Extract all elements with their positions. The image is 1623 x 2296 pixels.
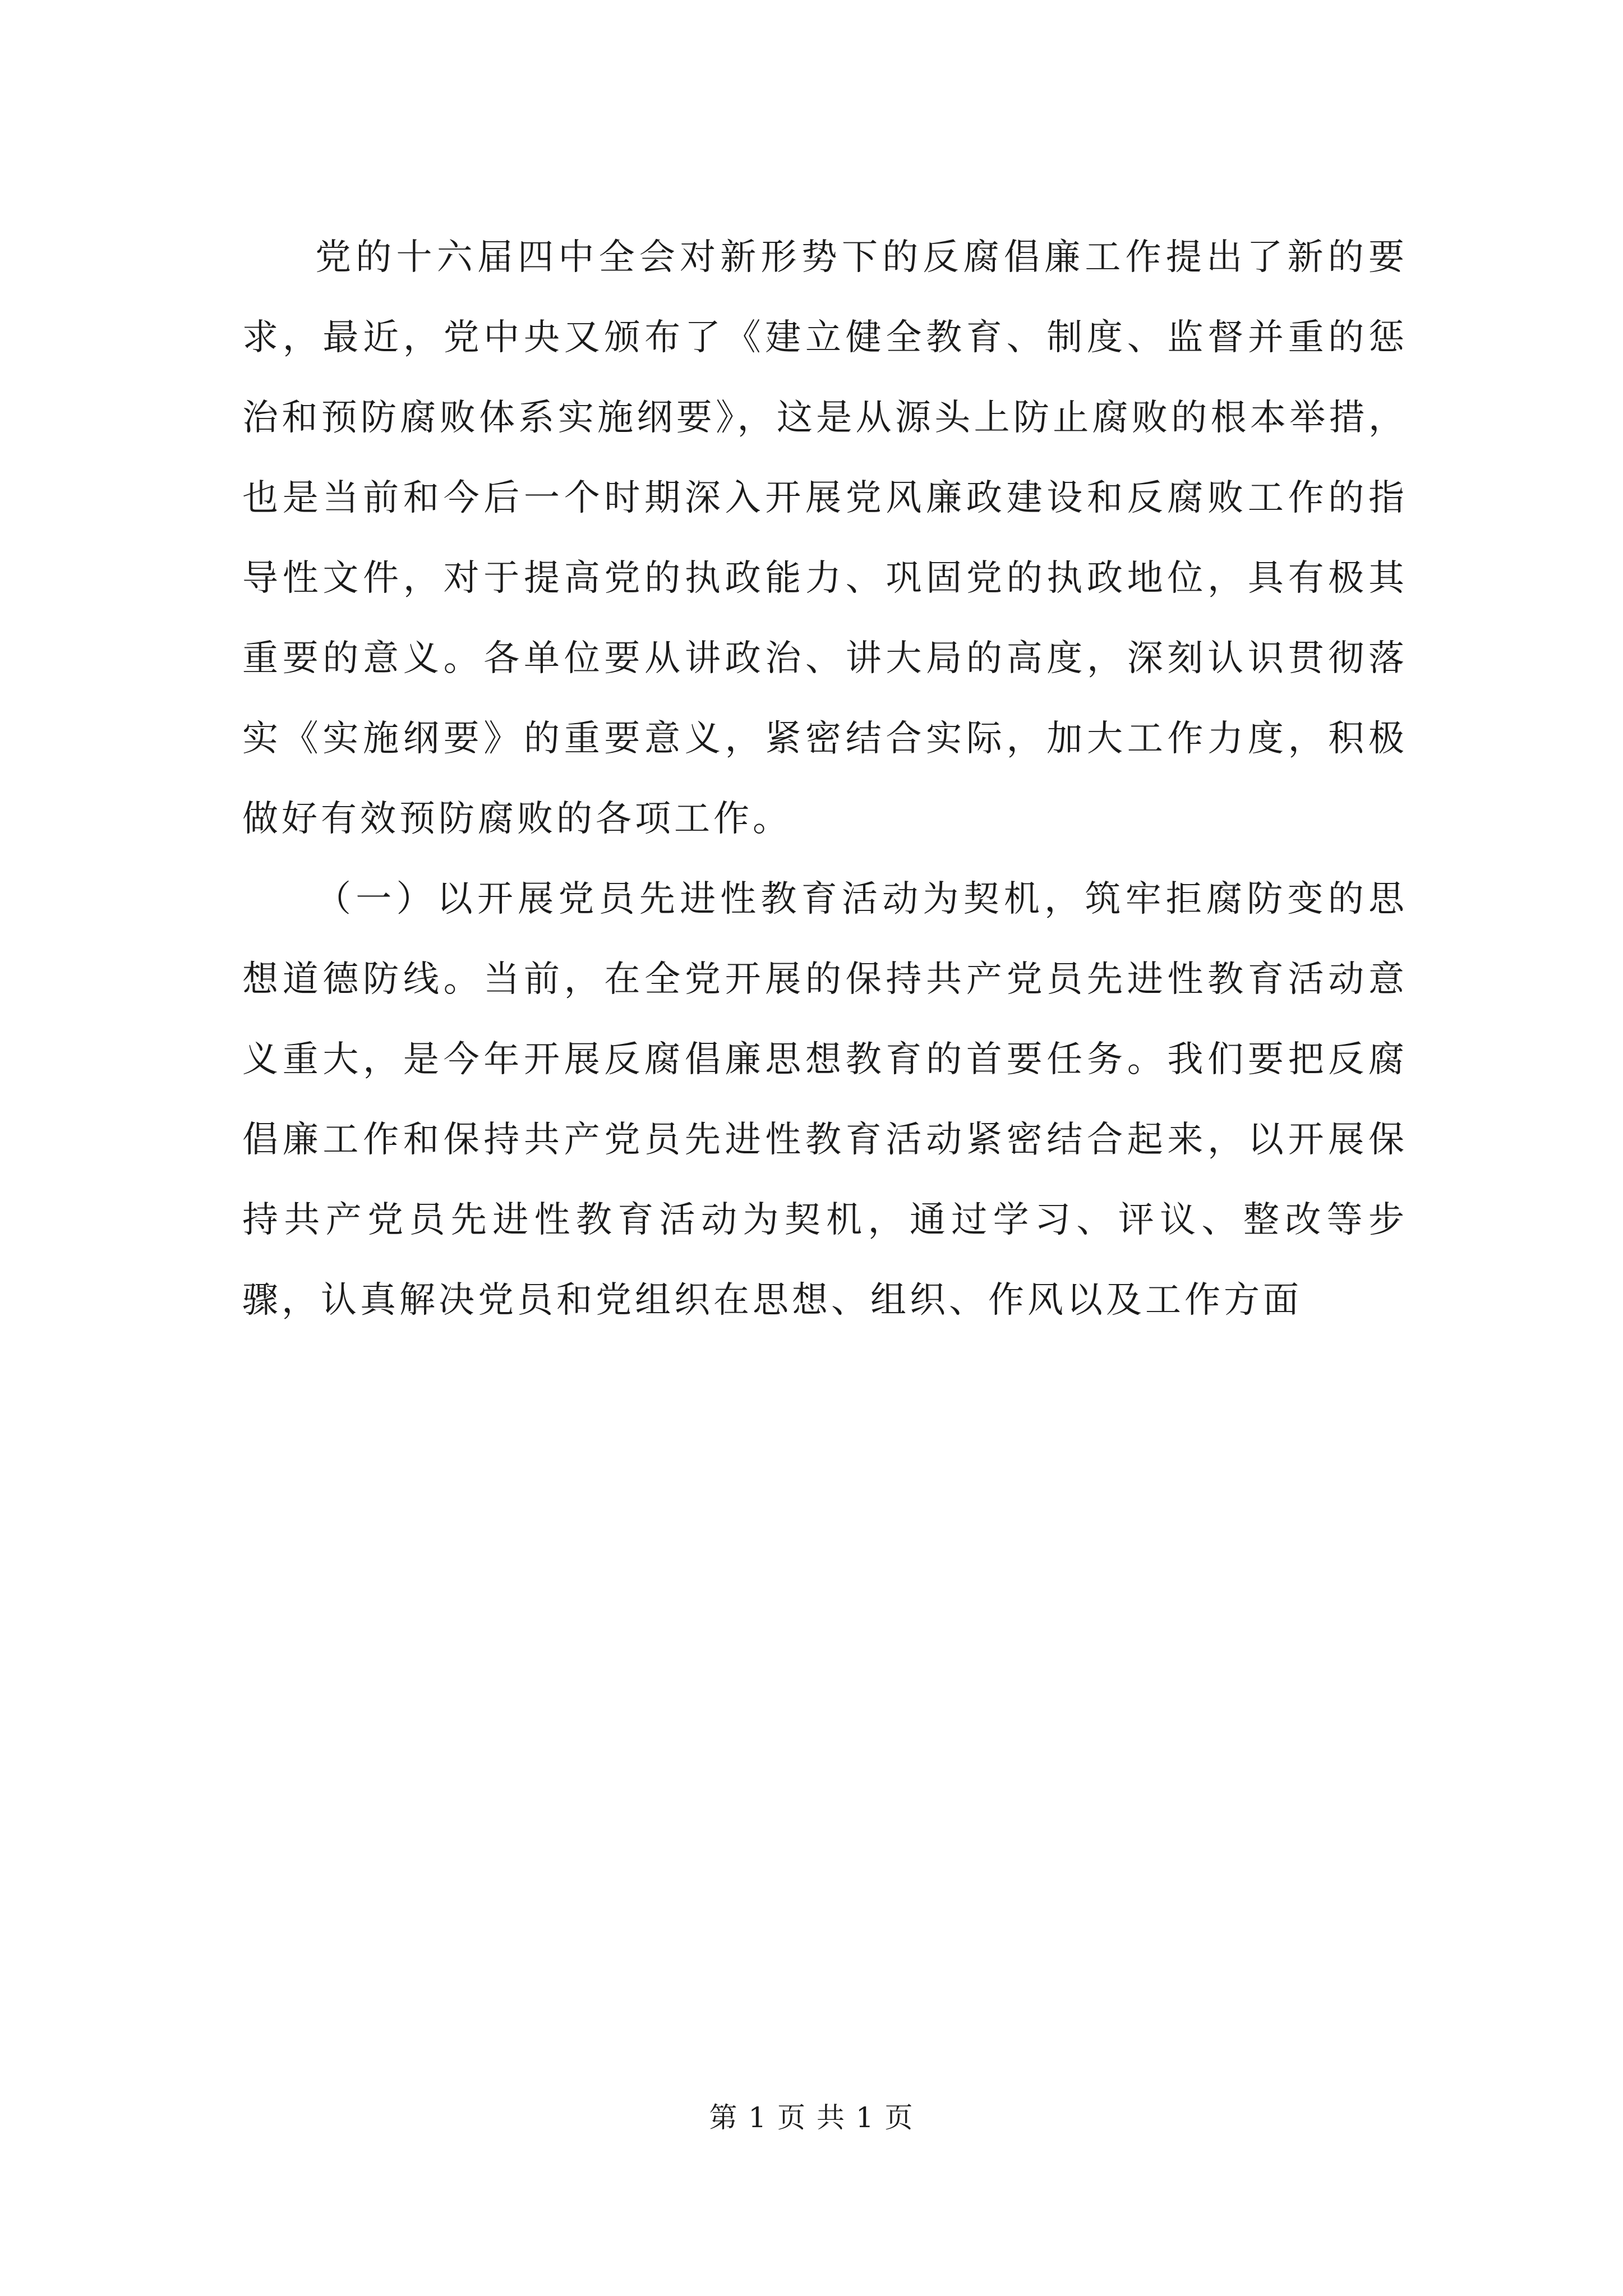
document-body: [242, 218, 1408, 1341]
paragraph-intro: 党的十六届四中全会对新形势下的反腐倡廉工作提出了新的要求，最近，党中央又颁布了《建立健全教育、制度、监督并重的惩治和预防腐败体系实施纲要》，这是从源头上防止腐败的根本举措，也是当前和今后一个时期深入开展党风廉政建设和反腐败工作的指导性文件，对于提高党的执政能力、巩固党的执政地位，具有极其重要的意义。各单位要从讲政治、讲大局的高度，深刻认识贯彻落实《实施纲要》的重要意义，紧密结合实际，加大工作力度，积极做好有效预防腐败的各项工作。: [242, 237, 1408, 840]
paragraph-section-one: （一）以开展党员先进性教育活动为契机，筑牢拒腐防变的思想道德防线。当前，在全党开展的保持共产党员先进性教育活动意义重大，是今年开展反腐倡廉思想教育的首要任务。我们要把反腐倡廉工作和保持共产党员先进性教育活动紧密结合起来，以开展保持共产党员先进性教育活动为契机，通过学习、评议、整改等步骤，认真解决党员和党组织在思想、组织、作风以及工作方面: [242, 878, 1408, 1321]
page-footer: 第 1 页 共 1 页: [709, 2101, 914, 2134]
